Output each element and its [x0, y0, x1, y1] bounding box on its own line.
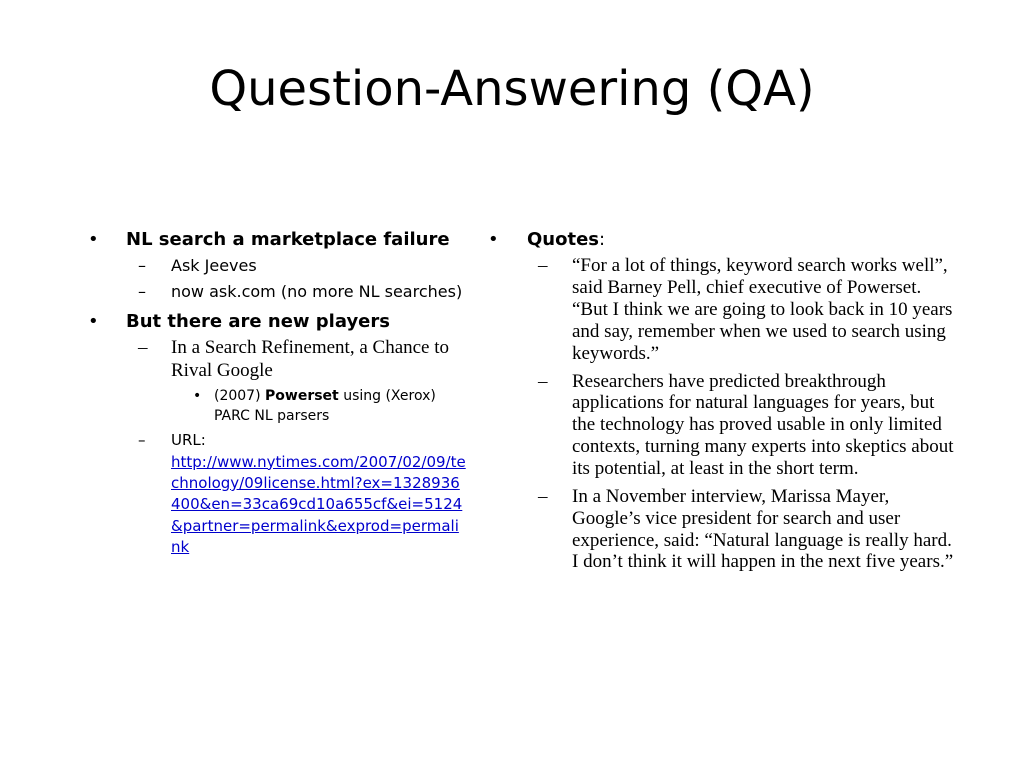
sub-bullet-text: now ask.com (no more NL searches) [171, 281, 463, 301]
quote-text: In a November interview, Marissa Mayer, Google’s vice president for search and user experience, said: “Natural language is really hard. I don’t think it will happen in the next five years.” [572, 485, 954, 573]
sub-bullet-text: Ask Jeeves [171, 256, 257, 276]
quotes-heading: Quotes [527, 229, 600, 250]
dash-marker: – [538, 370, 548, 392]
sub-bullet-search-refinement [88, 337, 468, 426]
sub-bullet-ask-jeeves [88, 255, 468, 276]
powerset-prefix: (2007) [214, 387, 261, 404]
slide-title: Question-Answering (QA) [209, 61, 815, 117]
bullet-dot: • [488, 229, 499, 250]
dash-marker: – [538, 485, 548, 507]
sub-sub-bullet-powerset [88, 386, 468, 427]
dash-marker: – [138, 281, 146, 301]
left-column [88, 228, 468, 566]
bullet-dot: • [88, 229, 99, 250]
sub-bullet-text: In a Search Refinement, a Chance to Rival Google [171, 337, 450, 381]
bullet-dot: • [193, 387, 202, 404]
bullet-text: NL search a marketplace failure [126, 229, 450, 250]
quote-researchers [488, 371, 958, 480]
bullet-quotes [488, 228, 958, 573]
bullet-text: But there are new players [126, 310, 390, 332]
dash-marker: – [138, 431, 146, 450]
dash-marker: – [538, 255, 548, 277]
dash-marker: – [138, 337, 148, 359]
powerset-name: Powerset [265, 387, 339, 404]
sub-bullet-ask-com [88, 281, 468, 302]
url-label: URL: [171, 431, 206, 450]
bullet-dot: • [88, 310, 99, 332]
sub-bullet-url [88, 430, 468, 558]
quote-marissa-mayer [488, 486, 958, 573]
dash-marker: – [138, 256, 146, 276]
right-column [488, 228, 958, 581]
quote-barney-pell [488, 255, 958, 364]
bullet-nl-search-failure [88, 228, 468, 302]
powerset-suffix: using (Xerox) PARC NL parsers [214, 387, 436, 425]
nytimes-article-link[interactable]: http://www.nytimes.com/2007/02/09/technology/09license.html?ex=1328936400&en=33ca69cd10a655cf&ei=5124&partner=permalink&exprod=permalink [171, 452, 466, 556]
bullet-new-players [88, 310, 468, 558]
quotes-heading-colon: : [599, 229, 606, 250]
quote-text: “For a lot of things, keyword search works well”, said Barney Pell, chief executive of Powerset. “But I think we are going to look back in 10 years and say, remember when we used to search using keywords.” [572, 255, 953, 364]
quote-text: Researchers have predicted breakthrough applications for natural languages for years, but the technology has proved usable in only limited contexts, turning many experts into skeptics about its potential, at least in the short term. [572, 370, 954, 479]
